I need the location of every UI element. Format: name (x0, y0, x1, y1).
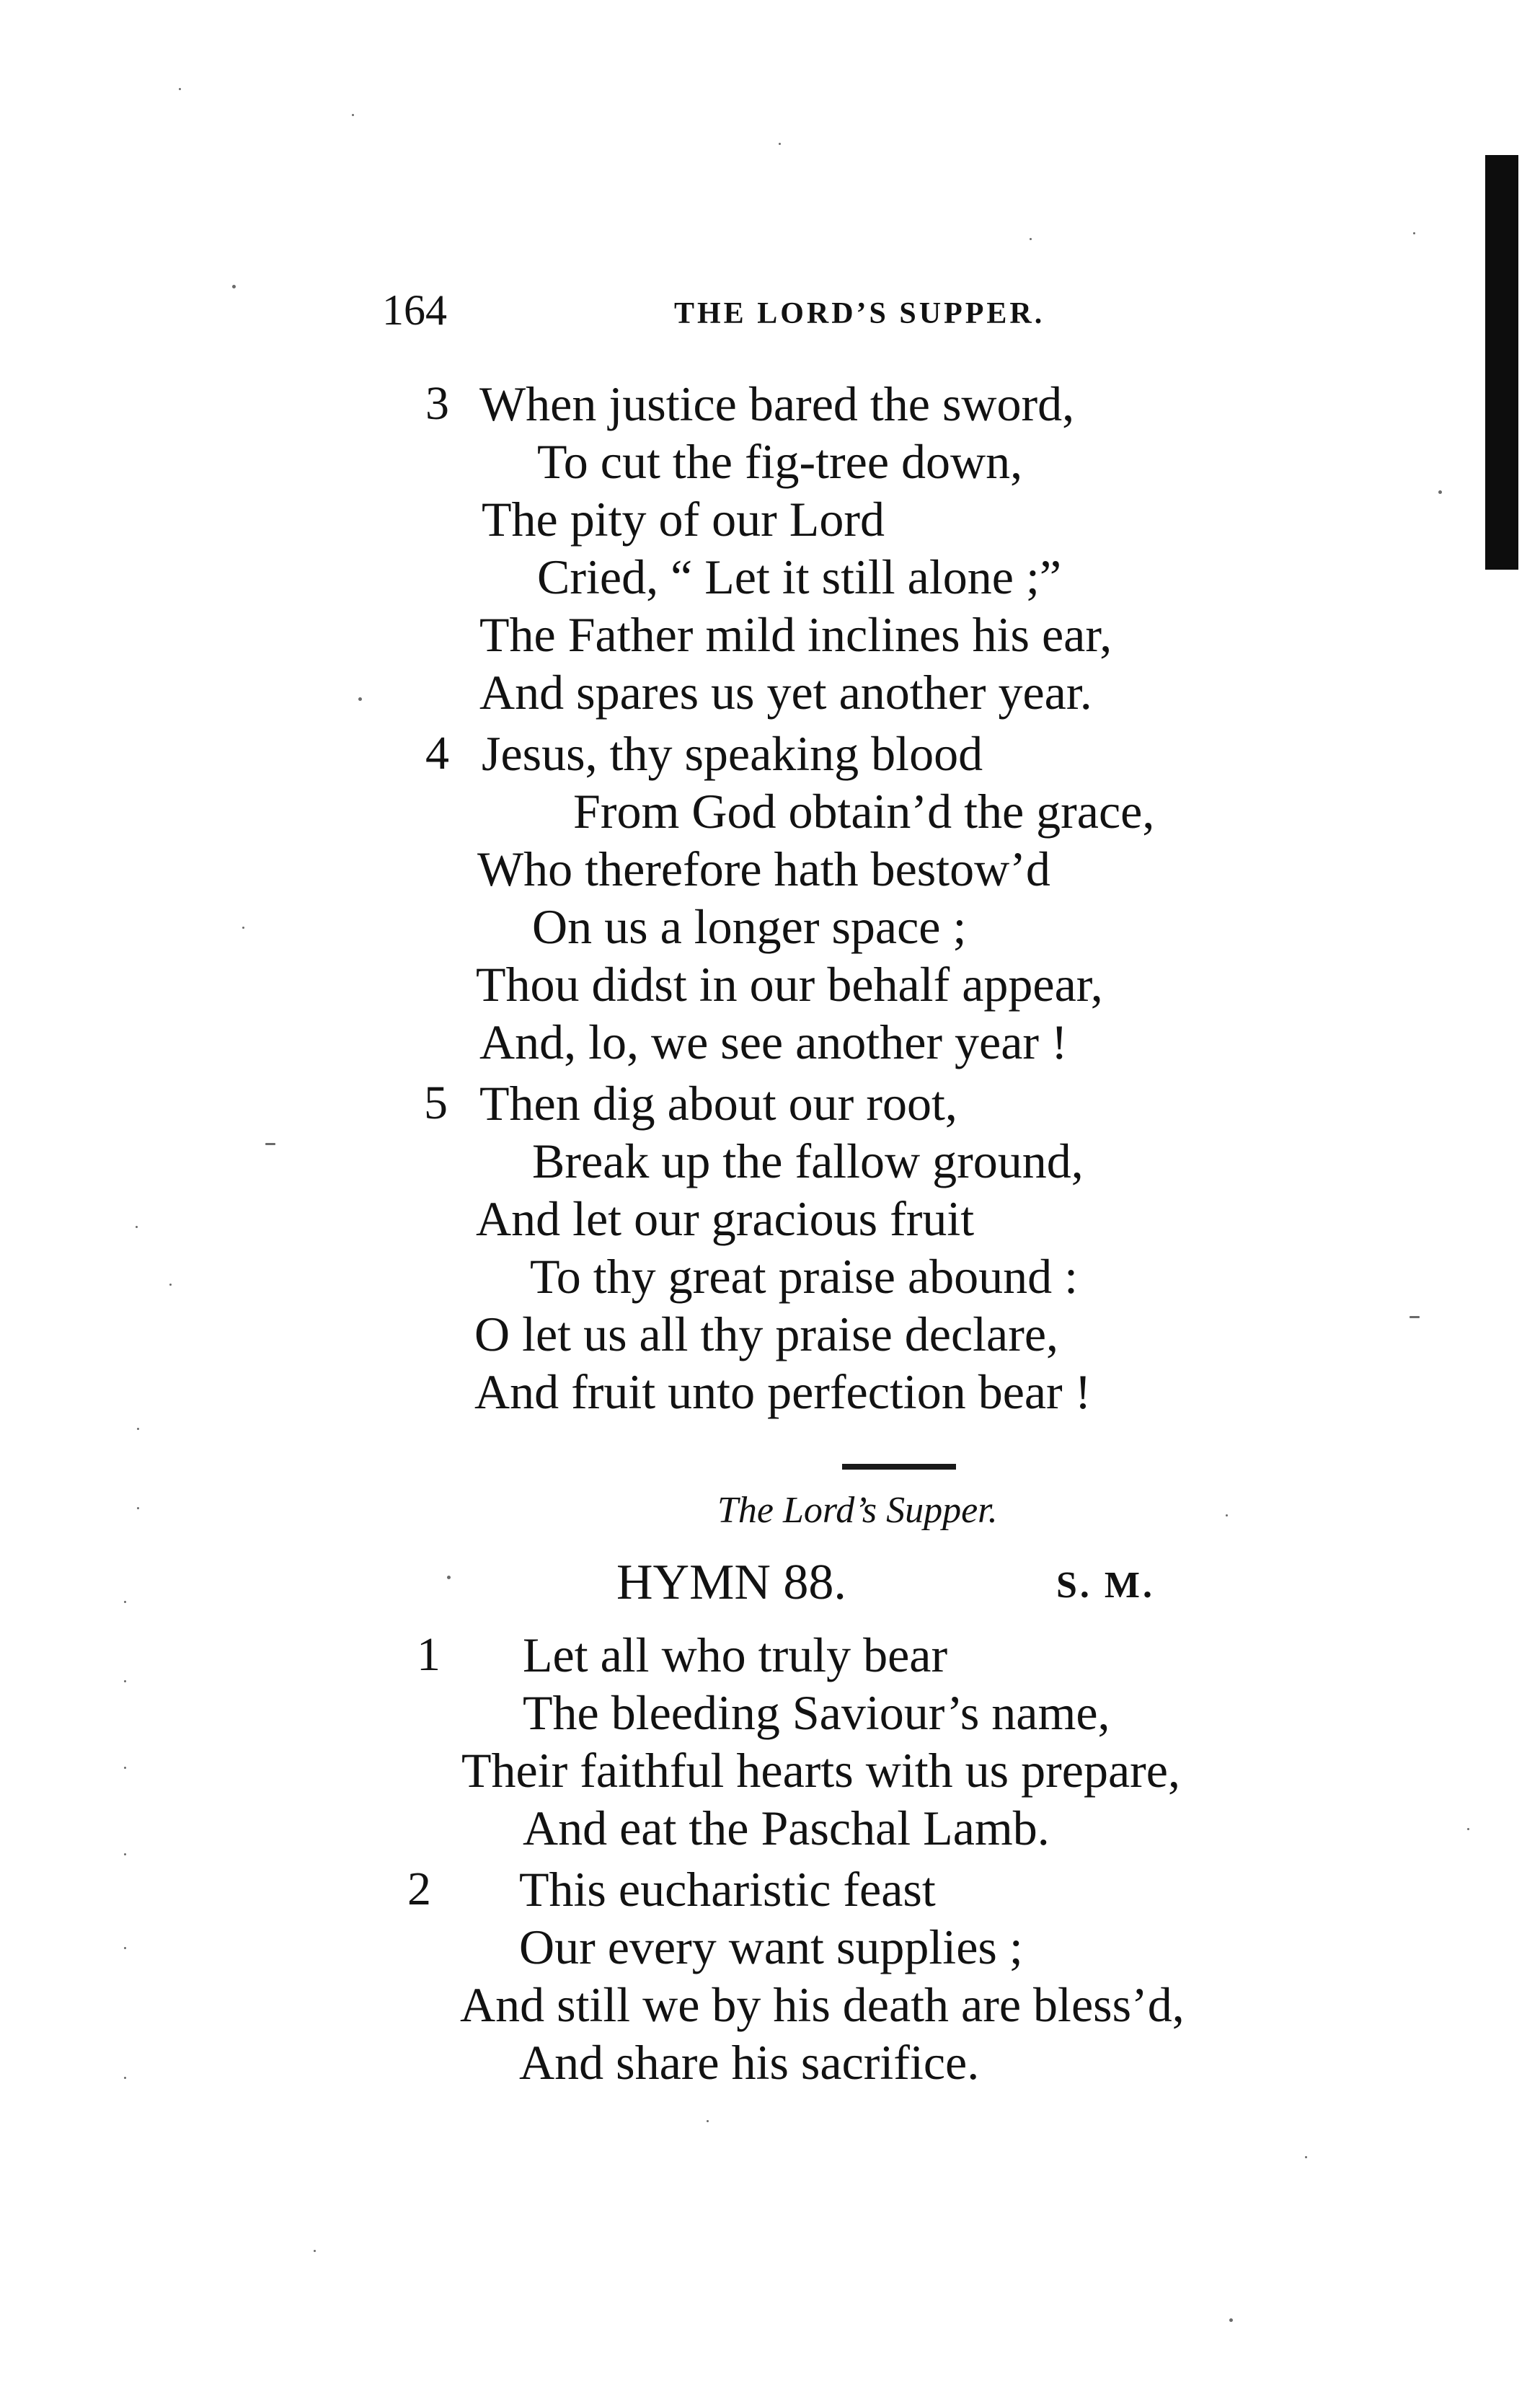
section-subheading: The Lord’s Supper. (717, 1490, 998, 1531)
print-speck (1438, 490, 1442, 494)
print-speck (447, 1576, 451, 1579)
print-speck (137, 1507, 139, 1509)
print-speck (179, 88, 181, 90)
verse-line: The bleeding Saviour’s name, (523, 1685, 1110, 1740)
hymn-meter: S. M. (1056, 1565, 1155, 1606)
verse-line: Thou didst in our behalf appear, (476, 957, 1103, 1012)
verse-line: Jesus, thy speaking blood (482, 726, 983, 781)
verse-line: This eucharistic feast (519, 1862, 936, 1917)
stanza-number: 4 (425, 727, 449, 780)
print-speck (169, 1284, 172, 1286)
print-speck (124, 1947, 126, 1949)
print-speck (265, 1143, 275, 1145)
print-speck (232, 285, 236, 288)
print-speck (124, 1853, 126, 1855)
verse-line: And let our gracious fruit (476, 1191, 975, 1246)
verse-line: Who therefore hath bestow’d (477, 842, 1050, 896)
verse-line: Cried, “ Let it still alone ;” (537, 549, 1062, 604)
print-speck (1226, 1514, 1228, 1516)
print-speck (124, 2077, 126, 2079)
verse-line: To thy great praise abound : (530, 1249, 1079, 1304)
print-speck (779, 143, 781, 145)
print-speck (352, 114, 354, 116)
verse-line: The Father mild inclines his ear, (479, 607, 1112, 662)
stanza-number: 2 (407, 1863, 431, 1915)
print-speck (124, 1601, 126, 1603)
verse-line: And eat the Paschal Lamb. (523, 1801, 1050, 1855)
print-speck (136, 1226, 138, 1228)
section-divider (842, 1464, 956, 1470)
verse-line: Let all who truly bear (523, 1628, 948, 1682)
print-speck (1229, 2318, 1233, 2322)
verse-line: The pity of our Lord (482, 492, 885, 547)
verse-line: And spares us yet another year. (479, 665, 1092, 720)
page-number: 164 (382, 286, 447, 334)
print-speck (124, 1767, 126, 1769)
running-title: THE LORD’S SUPPER. (674, 297, 1045, 330)
print-speck (1305, 2156, 1307, 2158)
print-speck (707, 2120, 709, 2122)
stanza-number: 3 (425, 377, 449, 430)
verse-line: On us a longer space ; (532, 899, 967, 954)
verse-line: O let us all thy praise declare, (474, 1307, 1059, 1361)
verse-line: Then dig about our root, (479, 1076, 957, 1131)
verse-line: And share his sacrifice. (519, 2035, 980, 2090)
stanza-number: 5 (424, 1077, 448, 1129)
print-speck (124, 1680, 126, 1682)
page-edge-bar (1485, 155, 1518, 570)
verse-line: Break up the fallow ground, (532, 1134, 1084, 1188)
verse-line: Their faithful hearts with us prepare, (461, 1743, 1180, 1798)
verse-line: When justice bared the sword, (479, 376, 1075, 431)
print-speck (1413, 232, 1415, 234)
verse-line: Our every want supplies ; (519, 1920, 1023, 1974)
print-speck (242, 927, 244, 929)
verse-line: And, lo, we see another year ! (479, 1015, 1068, 1069)
print-speck (137, 1428, 139, 1430)
print-speck (1030, 238, 1032, 240)
verse-line: From God obtain’d the grace, (573, 784, 1155, 839)
page-header (382, 285, 1175, 335)
print-speck (314, 2250, 316, 2252)
print-speck (1410, 1316, 1420, 1318)
verse-line: To cut the fig-tree down, (537, 434, 1023, 489)
verse-line: And fruit unto perfection bear ! (474, 1364, 1092, 1419)
stanza-number: 1 (417, 1628, 441, 1681)
print-speck (358, 697, 362, 701)
hymn-title: HYMN 88. (616, 1555, 846, 1610)
print-speck (1467, 1828, 1469, 1830)
verse-line: And still we by his death are bless’d, (460, 1977, 1185, 2032)
